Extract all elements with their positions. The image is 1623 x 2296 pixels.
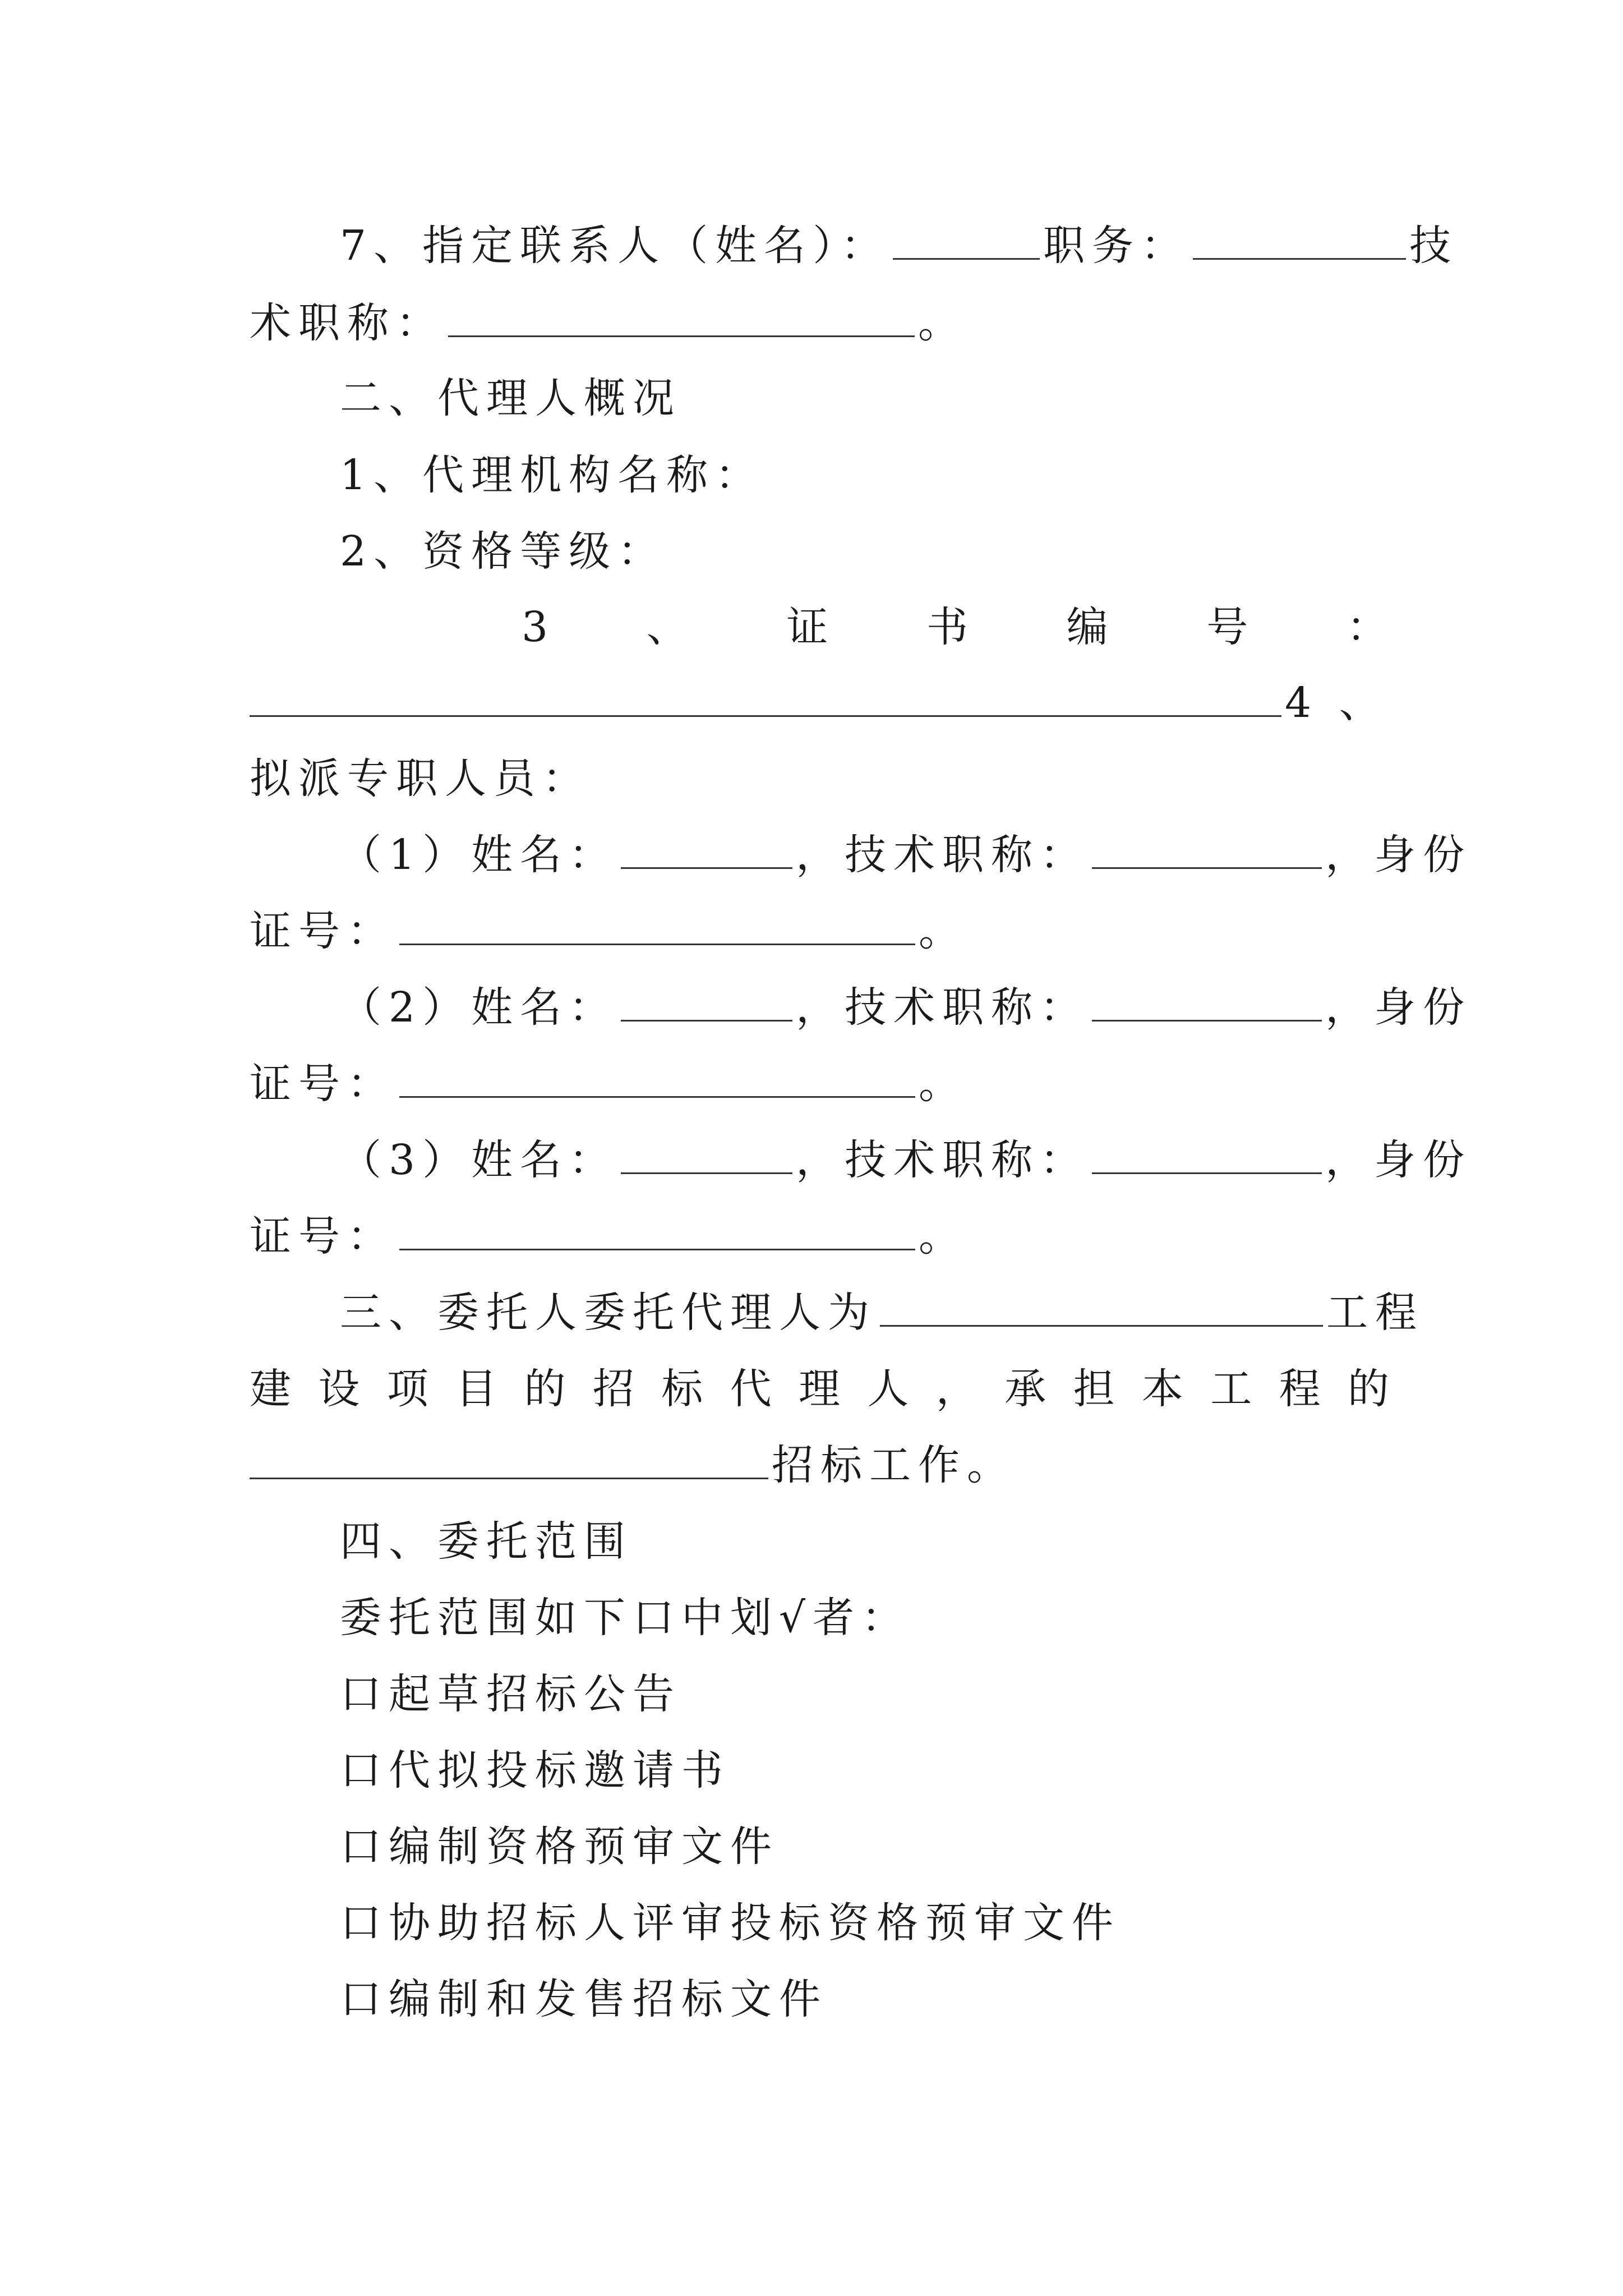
person-id-blank[interactable]	[399, 1060, 915, 1098]
person-id-label-start: ，身份	[1325, 1136, 1472, 1184]
section-3-line-2	[250, 1361, 1389, 1417]
person-name-blank[interactable]	[621, 984, 792, 1022]
scope-item[interactable]: 口编制和发售招标文件	[340, 1975, 828, 2023]
tender-scope-blank[interactable]	[250, 1442, 768, 1479]
section-3-line-3	[250, 1437, 1016, 1493]
certificate-number-blank-line	[250, 675, 1388, 731]
scope-item[interactable]: 口编制资格预审文件	[340, 1823, 779, 1871]
person-title-blank[interactable]	[1092, 831, 1322, 869]
person-name-blank[interactable]	[621, 1137, 792, 1174]
char: 工	[1210, 1365, 1252, 1413]
agency-name-label: 1、代理机构名称：	[340, 451, 764, 499]
char: 担	[1073, 1365, 1115, 1413]
contact-title-label-start: 技	[1409, 222, 1459, 270]
person-id-label: 证号：	[250, 1212, 396, 1260]
char: 目	[455, 1365, 497, 1413]
cert-char: 证	[786, 603, 828, 651]
char: 的	[524, 1365, 566, 1413]
person-id-blank[interactable]	[399, 1213, 915, 1250]
contact-position-blank[interactable]	[1193, 222, 1406, 260]
person-name-label: （1）姓名：	[340, 831, 618, 879]
cert-char: 书	[926, 603, 969, 651]
certificate-number-blank[interactable]	[250, 679, 1281, 717]
char: 理	[799, 1365, 840, 1413]
cert-char: 、	[646, 603, 688, 651]
scope-intro: 委托范围如下口中划√者：	[340, 1594, 911, 1642]
person-id-label-start: ，身份	[1325, 983, 1472, 1032]
contact-name-blank[interactable]	[893, 222, 1040, 260]
period: 。	[918, 299, 967, 347]
char: 招	[592, 1365, 634, 1413]
contact-name-label: 7、指定联系人（姓名）：	[340, 222, 890, 270]
person-3-id-line	[250, 1208, 967, 1264]
person-title-label: ，技术职称：	[796, 1136, 1089, 1184]
person-id-label: 证号：	[250, 907, 396, 955]
certificate-number-line	[522, 599, 1388, 655]
period: 。	[919, 1060, 967, 1108]
char: 代	[730, 1365, 772, 1413]
char: 人	[867, 1365, 909, 1413]
scope-item[interactable]: 口协助招标人评审投标资格预审文件	[340, 1899, 1121, 1947]
section-3-heading: 三、委托人委托代理人为	[340, 1289, 877, 1337]
char: 本	[1141, 1365, 1183, 1413]
cert-char: 号	[1206, 603, 1248, 651]
char: 的	[1348, 1365, 1389, 1413]
person-title-label: ，技术职称：	[796, 831, 1089, 879]
char: 项	[386, 1365, 428, 1413]
project-suffix: 工程	[1326, 1289, 1424, 1337]
tender-work-text: 招标工作。	[772, 1441, 1016, 1489]
person-id-label-start: ，身份	[1325, 831, 1472, 879]
person-2-id-line	[250, 1056, 967, 1112]
char: 标	[661, 1365, 703, 1413]
char: 建	[250, 1365, 291, 1413]
person-id-blank[interactable]	[399, 908, 915, 945]
scope-item[interactable]: 口代拟投标邀请书	[340, 1746, 730, 1795]
person-id-label: 证号：	[250, 1060, 396, 1108]
item-4-number: 4 、	[1285, 679, 1388, 727]
cert-char: ：	[1346, 603, 1388, 651]
person-name-label: （3）姓名：	[340, 1136, 618, 1184]
person-name-label: （2）姓名：	[340, 983, 618, 1032]
person-1-line	[340, 827, 1472, 883]
person-2-line	[340, 979, 1472, 1036]
contact-title-blank[interactable]	[448, 300, 915, 337]
contact-position-label: 职务：	[1043, 222, 1190, 270]
person-title-label: ，技术职称：	[796, 983, 1089, 1032]
char: 程	[1279, 1365, 1321, 1413]
person-name-blank[interactable]	[621, 831, 792, 869]
person-title-blank[interactable]	[1092, 1137, 1322, 1174]
scope-item[interactable]: 口起草招标公告	[340, 1670, 681, 1718]
contact-title-line	[250, 295, 967, 351]
section-2-heading: 二、代理人概况	[340, 374, 681, 422]
project-name-blank[interactable]	[880, 1289, 1323, 1327]
char: 设	[318, 1365, 360, 1413]
cert-char: 3	[522, 603, 548, 651]
char: ，	[935, 1365, 978, 1413]
section-4-heading: 四、委托范围	[340, 1517, 633, 1566]
section-3-line	[340, 1285, 1424, 1341]
contact-line	[340, 218, 1458, 274]
person-title-blank[interactable]	[1092, 984, 1322, 1022]
period: 。	[919, 907, 967, 955]
qualification-label: 2、资格等级：	[340, 527, 667, 576]
person-3-line	[340, 1132, 1472, 1188]
char: 承	[1004, 1365, 1046, 1413]
contact-title-label: 术职称：	[250, 299, 445, 347]
period: 。	[919, 1212, 967, 1260]
cert-char: 编	[1066, 603, 1108, 651]
staff-label: 拟派专职人员：	[250, 754, 591, 803]
person-1-id-line	[250, 903, 967, 959]
